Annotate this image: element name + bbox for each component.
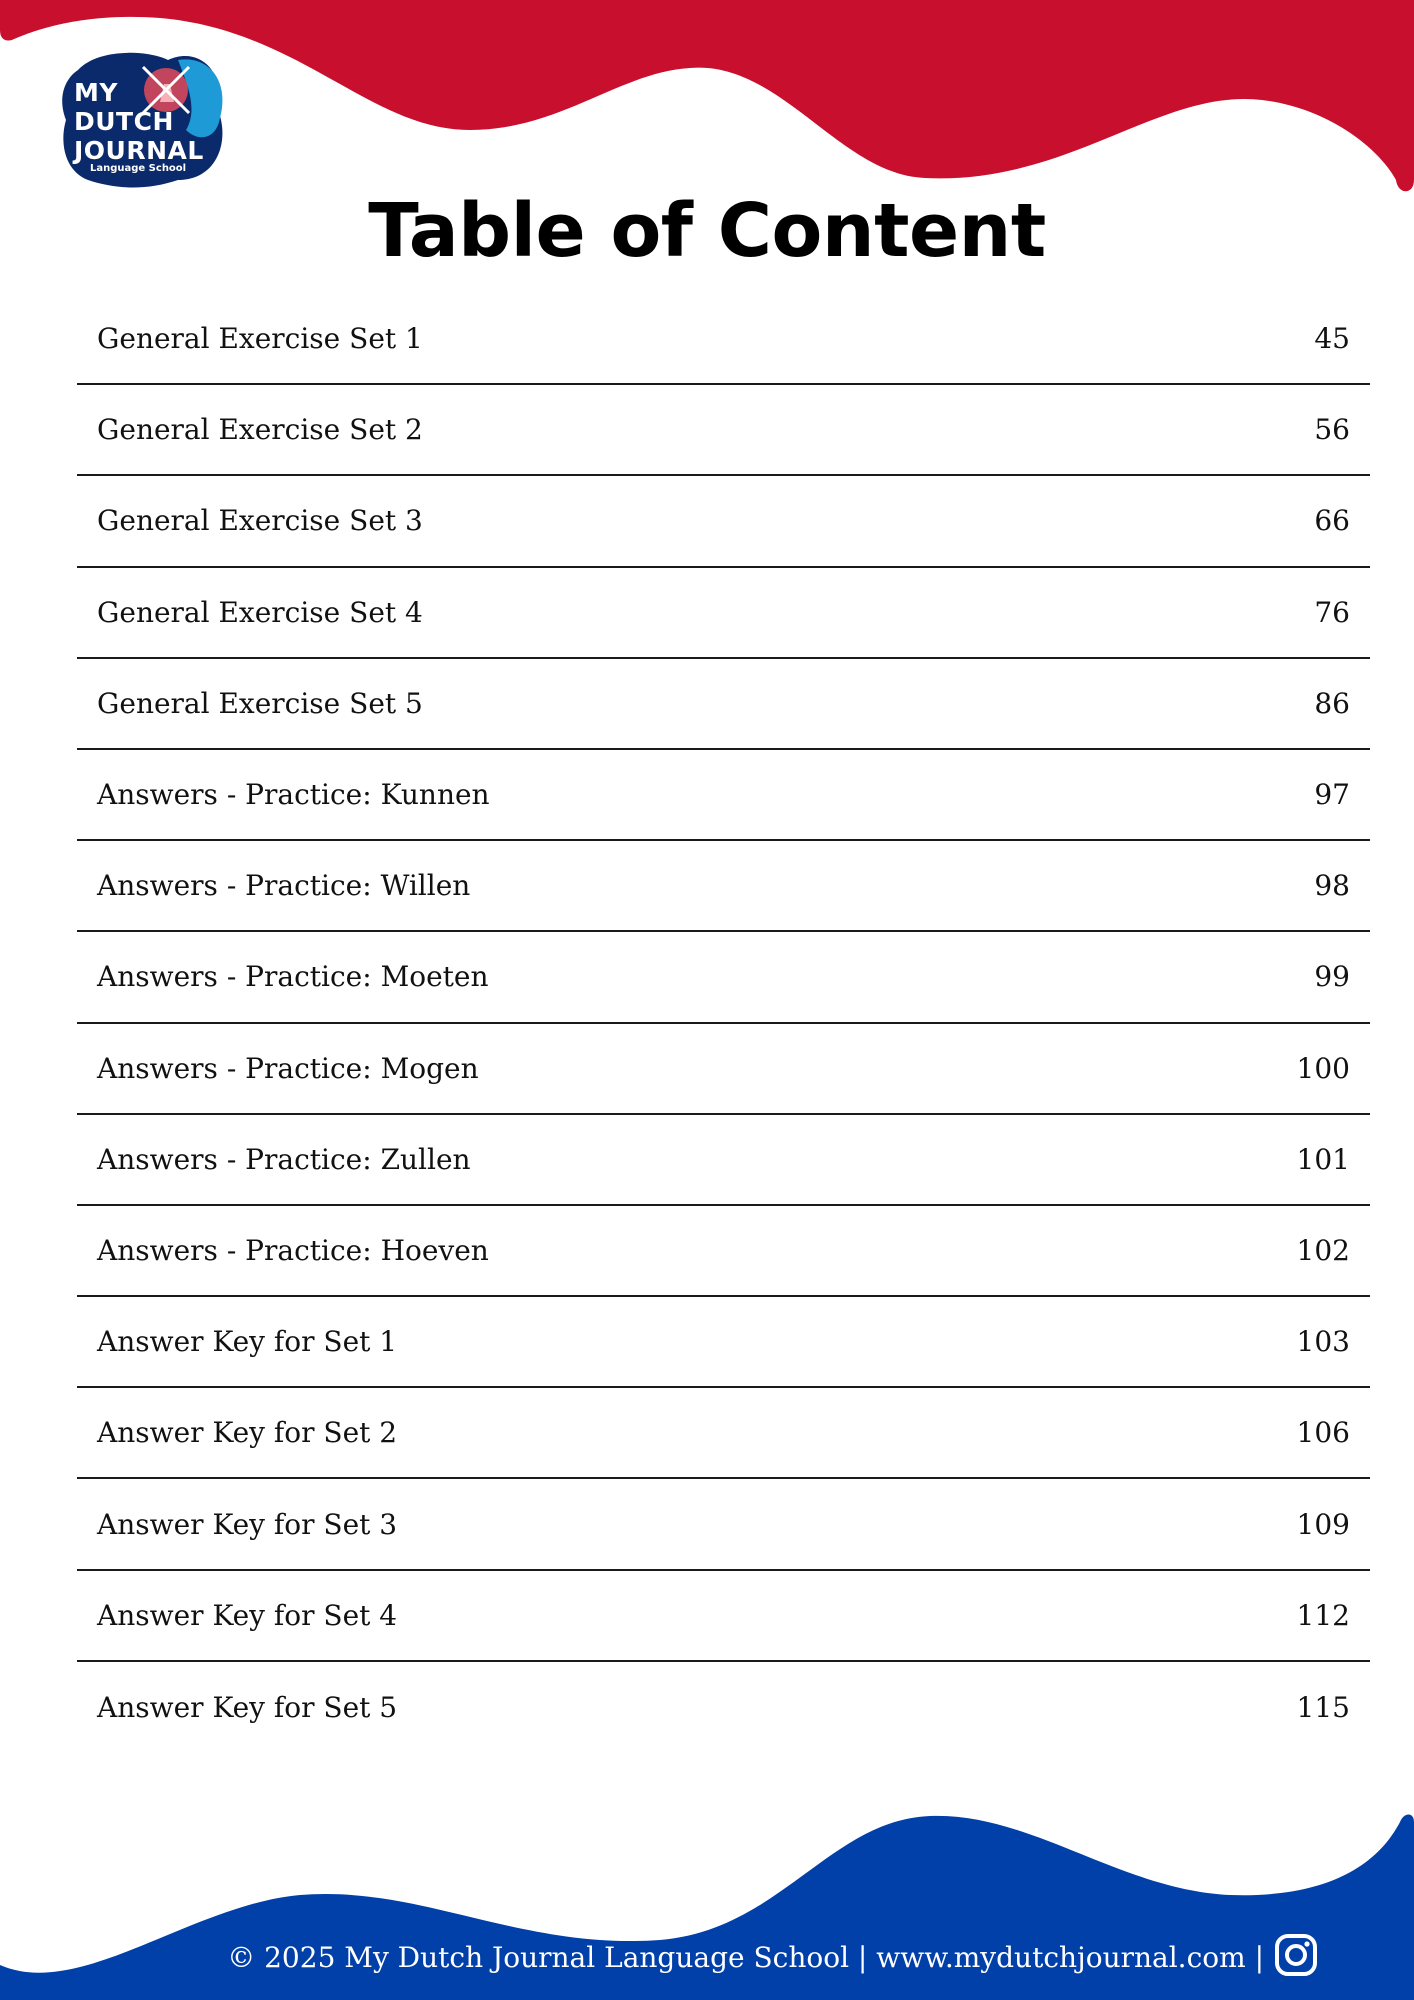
toc-label: Answers - Practice: Hoeven	[97, 1233, 489, 1267]
toc-row[interactable]	[77, 1297, 1370, 1388]
toc-page: 106	[1296, 1416, 1350, 1450]
toc-page: 109	[1296, 1507, 1350, 1541]
toc-label: Answers - Practice: Moeten	[97, 960, 489, 994]
toc-page: 86	[1314, 686, 1350, 720]
logo-line-my: MY	[74, 78, 118, 107]
toc-row[interactable]	[77, 1479, 1370, 1570]
toc-page: 66	[1314, 504, 1350, 538]
toc-label: Answers - Practice: Kunnen	[97, 778, 490, 812]
toc-row[interactable]	[77, 385, 1370, 476]
toc-row[interactable]	[77, 750, 1370, 841]
toc-row[interactable]	[77, 932, 1370, 1023]
toc-page: 45	[1314, 322, 1350, 356]
toc-row[interactable]	[77, 1662, 1370, 1753]
toc-label: Answers - Practice: Willen	[97, 869, 471, 903]
toc-page: 112	[1296, 1598, 1350, 1632]
toc-list	[77, 294, 1370, 1753]
footer-copyright: © 2025 My Dutch Journal Language School | www.mydutchjournal.com |	[227, 1941, 1264, 1974]
instagram-icon[interactable]	[1274, 1933, 1318, 1977]
toc-label: Answer Key for Set 2	[97, 1416, 398, 1450]
toc-page: 102	[1296, 1233, 1350, 1267]
toc-label: General Exercise Set 1	[97, 322, 423, 356]
toc-label: Answer Key for Set 4	[97, 1598, 398, 1632]
toc-label: Answer Key for Set 1	[97, 1325, 398, 1359]
toc-page: 76	[1314, 595, 1350, 629]
toc-page: 101	[1296, 1142, 1350, 1176]
toc-page: 97	[1314, 778, 1350, 812]
toc-page: 99	[1314, 960, 1350, 994]
toc-label: General Exercise Set 5	[97, 686, 423, 720]
toc-page: 98	[1314, 869, 1350, 903]
toc-row[interactable]	[77, 294, 1370, 385]
toc-row[interactable]	[77, 1115, 1370, 1206]
toc-label: Answer Key for Set 5	[97, 1690, 398, 1724]
toc-page: 103	[1296, 1325, 1350, 1359]
toc-label: Answer Key for Set 3	[97, 1507, 398, 1541]
toc-label: General Exercise Set 3	[97, 504, 423, 538]
logo	[58, 40, 228, 190]
toc-page: 56	[1314, 413, 1350, 447]
toc-page: 115	[1296, 1690, 1350, 1724]
toc-label: Answers - Practice: Zullen	[97, 1142, 471, 1176]
toc-row[interactable]	[77, 568, 1370, 659]
toc-row[interactable]	[77, 1571, 1370, 1662]
page-title: Table of Content	[368, 188, 1046, 274]
toc-row[interactable]	[77, 659, 1370, 750]
toc-label: General Exercise Set 2	[97, 413, 423, 447]
toc-label: General Exercise Set 4	[97, 595, 423, 629]
toc-row[interactable]	[77, 841, 1370, 932]
logo-line-dutch: DUTCH	[74, 107, 174, 136]
logo-line-journal: JOURNAL	[74, 136, 204, 165]
toc-row[interactable]	[77, 1388, 1370, 1479]
toc-row[interactable]	[77, 1206, 1370, 1297]
logo-wordmark	[74, 78, 204, 165]
toc-label: Answers - Practice: Mogen	[97, 1051, 479, 1085]
logo-subtitle: Language School	[90, 163, 187, 174]
toc-row[interactable]	[77, 476, 1370, 567]
toc-page: 100	[1296, 1051, 1350, 1085]
toc-row[interactable]	[77, 1024, 1370, 1115]
